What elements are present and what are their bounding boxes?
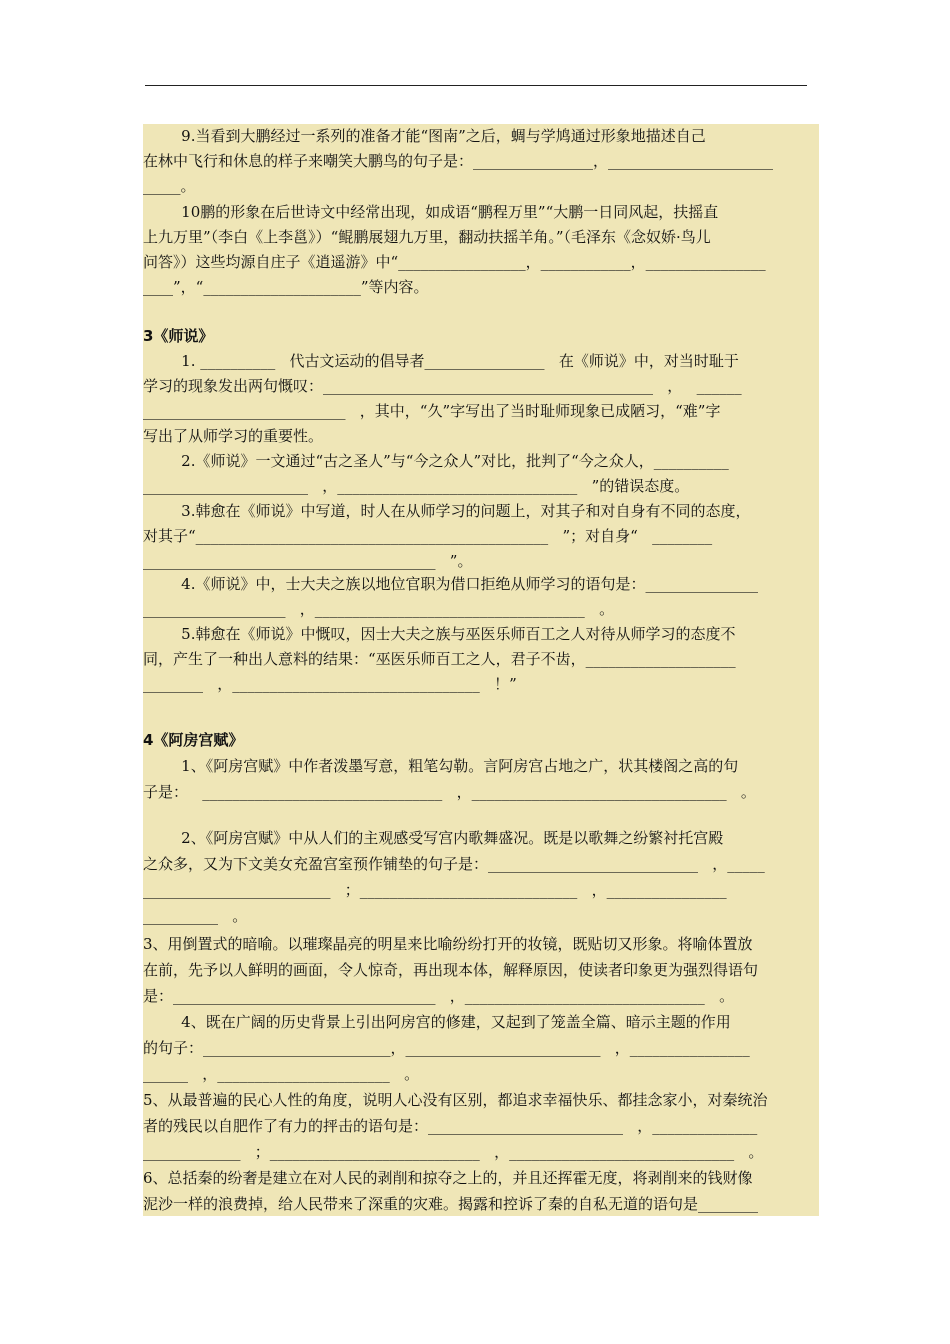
af3-line-1: 3、用倒置式的暗喻。以璀璨晶亮的明星来比喻纷纷打开的妆镜，既贴切又形象。将喻体置放 [143, 935, 753, 953]
af5-line-3: _____________ ；____________________________ ，______________________________ 。 [143, 1143, 764, 1161]
af1-line-2: 子是： ________________________________ ，__________________________________ 。 [143, 783, 756, 801]
ss5-line-2: 同，产生了一种出人意料的结果：“巫医乐师百工之人，君子不齿，____________________ [143, 650, 736, 668]
header-rule [145, 85, 807, 86]
section-title: 4《阿房宫赋》 [143, 731, 244, 749]
ss2-line-1: 2.《师说》一文通过“古之圣人”与“今之众人”对比，批判了“今之众人，__________ [143, 452, 729, 470]
q10-line-4: ____”，“_____________________”等内容。 [143, 278, 429, 296]
af4-line-2: 的句子：_________________________，__________________________ ，________________ [143, 1039, 750, 1057]
q9-line-2: 在林中飞行和休息的样子来嘲笑大鹏鸟的句子是：________________，______________________ [143, 152, 774, 170]
ss4-line-2: ___________________ ，____________________________________ 。 [143, 600, 615, 618]
ss5-line-1: 5.韩愈在《师说》中慨叹，因士大夫之族与巫医乐师百工之人对待从师学习的态度不 [143, 625, 736, 643]
af6-line-1: 6、总括秦的纷奢是建立在对人民的剥削和掠夺之上的，并且还挥霍无度，将剥削来的钱财像 [143, 1169, 753, 1187]
q10-line-2: 上九万里”（李白《上李邕》）“鲲鹏展翅九万里，翻动扶摇羊角。”（毛泽东《念奴娇·鸟儿 [143, 228, 711, 246]
af2-line-1: 2、《阿房宫赋》中从人们的主观感受写宫内歌舞盛况。既是以歌舞之纷繁衬托宫殿 [143, 829, 724, 847]
ss1-line-3: ___________________________ ，其中，“久”字写出了当时耻师现象已成陋习，“难”字 [143, 402, 721, 420]
af2-line-3: _________________________ ；_____________________________ ，________________ [143, 881, 727, 899]
ss1-line-4: 写出了从师学习的重要性。 [143, 427, 324, 445]
af2-line-2: 之众多，又为下文美女充盈宫室预作铺垫的句子是：____________________________ ，_____ [143, 855, 765, 873]
af5-line-2: 者的残民以自肥作了有力的抨击的语句是：__________________________ ，______________ [143, 1117, 758, 1135]
af6-line-2: 泥沙一样的浪费掉，给人民带来了深重的灾难。揭露和控诉了秦的自私无道的语句是________ [143, 1195, 759, 1213]
af2-line-4: __________ 。 [143, 907, 248, 925]
q10-line-1: 10鹏的形象在后世诗文中经常出现，如成语“鹏程万里”“大鹏一日同风起，扶摇直 [143, 203, 719, 221]
q9-line-3: _____。 [143, 177, 196, 195]
q9-line-1: 9.当看到大鹏经过一系列的准备才能“图南”之后，蜩与学鸠通过形象地描述自己 [143, 127, 706, 145]
worksheet-content [143, 124, 819, 1216]
ss5-line-3: ________ ，_________________________________ ！” [143, 675, 517, 693]
ss3-line-2: 对其子“_______________________________________________ ”；对自身“ ________ [143, 527, 713, 545]
ss4-line-1: 4.《师说》中，士大夫之族以地位官职为借口拒绝从师学习的语句是：_______________ [143, 575, 758, 593]
q10-line-3: 问答》）这些均源自庄子《逍遥游》中“_________________，____________，________________ [143, 253, 766, 271]
ss1-line-1: 1. __________ 代古文运动的倡导者________________ 在《师说》中，对当时耻于 [143, 352, 739, 370]
af5-line-1: 5、从最普遍的民心人性的角度，说明人心没有区别，都追求幸福快乐、都挂念家小，对秦统治 [143, 1091, 768, 1109]
af3-line-2: 在前，先予以人鲜明的画面，令人惊奇，再出现本体，解释原因，使读者印象更为强烈得语句 [143, 961, 759, 979]
af4-line-1: 4、既在广阔的历史背景上引出阿房宫的修建，又起到了笼盖全篇、暗示主题的作用 [143, 1013, 731, 1031]
section-title: 3《师说》 [143, 327, 214, 345]
ss3-line-3: _______________________________________ ”。 [143, 552, 473, 570]
af1-line-1: 1、《阿房宫赋》中作者泼墨写意，粗笔勾勒。言阿房宫占地之广，状其楼阁之高的句 [143, 757, 739, 775]
af3-line-3: 是：___________________________________ ，________________________________ 。 [143, 987, 735, 1005]
ss3-line-1: 3.韩愈在《师说》中写道，时人在从师学习的问题上，对其子和对自身有不同的态度， [143, 502, 751, 520]
af4-line-3: ______ ，_______________________ 。 [143, 1065, 420, 1083]
ss2-line-2: ______________________ ，________________________________ ”的错误态度。 [143, 477, 690, 495]
ss1-line-2: 学习的现象发出两句慨叹：____________________________________________ ， ______ [143, 377, 742, 395]
